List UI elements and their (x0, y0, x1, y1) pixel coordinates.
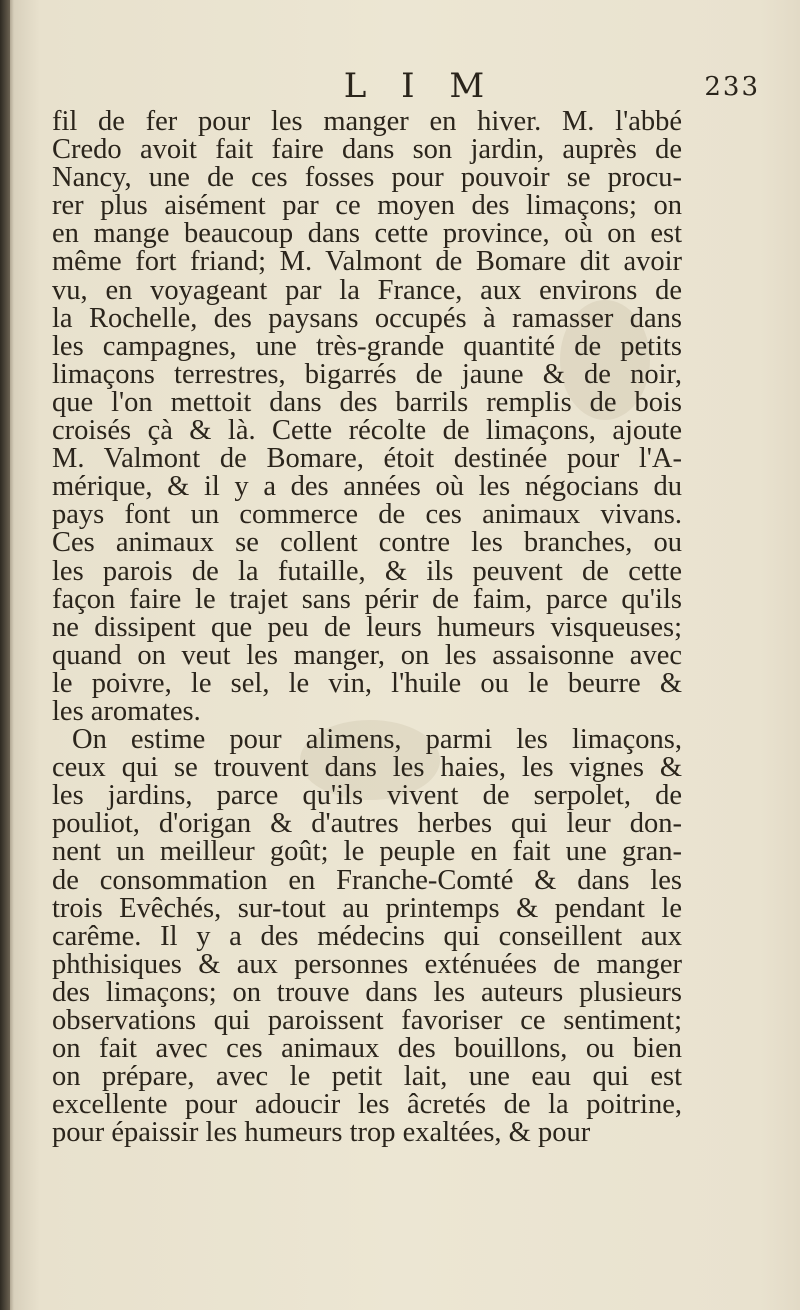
text-line: façon faire le trajet sans périr de faim, parce qu'ils (52, 583, 682, 615)
text-line: pays font un commerce de ces animaux vivans. (52, 499, 682, 531)
text-line: on fait avec ces animaux des bouillons, ou bien (52, 1033, 682, 1065)
text-line: nent un meilleur goût; le peuple en fait une gran- (52, 836, 682, 868)
text-line: que l'on mettoit dans des barrils remplis de bois (52, 386, 682, 418)
text-line: ne dissipent que peu de leurs humeurs visqueuses; (52, 611, 682, 643)
text-line: la Rochelle, des paysans occupés à ramasser dans (52, 302, 682, 334)
text-line: Credo avoit fait faire dans son jardin, auprès de (52, 134, 682, 166)
text-line: M. Valmont de Bomare, étoit destinée pour l'A- (52, 443, 682, 475)
text-line: Nancy, une de ces fosses pour pouvoir se procu- (52, 162, 682, 194)
text-line: les aromates. (52, 695, 201, 727)
text-line: phthisiques & aux personnes exténuées de manger (52, 948, 682, 980)
text-line: en mange beaucoup dans cette province, où on est (52, 218, 682, 250)
text-line: Ces animaux se collent contre les branches, ou (52, 527, 682, 559)
text-line: des limaçons; on trouve dans les auteurs plusieurs (52, 976, 682, 1008)
running-title: L I M (343, 66, 497, 106)
page-number: 233 (704, 72, 760, 102)
text-line: croisés çà & là. Cette récolte de limaçons, ajoute (52, 415, 682, 447)
text-line: excellente pour adoucir les âcretés de la poitrine, (52, 1089, 682, 1121)
text-line: les parois de la futaille, & ils peuvent de cette (52, 555, 682, 587)
text-line: limaçons terrestres, bigarrés de jaune & de noir, (52, 358, 682, 390)
text-line: On estime pour alimens, parmi les limaçons, (72, 724, 682, 756)
text-line: rer plus aisément par ce moyen des limaçons; on (52, 190, 682, 222)
text-line: même fort friand; M. Valmont de Bomare dit avoir (52, 246, 682, 278)
text-line: les campagnes, une très-grande quantité de petits (52, 330, 682, 362)
text-line: le poivre, le sel, le vin, l'huile ou le beurre & (52, 667, 682, 699)
text-line: trois Evêchés, sur-tout au printemps & pendant le (52, 892, 682, 924)
page-header (40, 66, 760, 110)
text-line: carême. Il y a des médecins qui conseillent aux (52, 920, 682, 952)
text-line: de consommation en Franche-Comté & dans les (52, 864, 682, 896)
text-line: on prépare, avec le petit lait, une eau qui est (52, 1061, 682, 1093)
text-line: quand on veut les manger, on les assaisonne avec (52, 639, 682, 671)
text-line: observations qui paroissent favoriser ce sentiment; (52, 1005, 682, 1036)
text-line: ceux qui se trouvent dans les haies, les vignes & (52, 752, 682, 784)
text-line: pour épaissir les humeurs trop exaltées, & pour (52, 1117, 591, 1149)
text-line: pouliot, d'origan & d'autres herbes qui leur don- (52, 808, 682, 840)
text-line: les jardins, parce qu'ils vivent de serpolet, de (52, 780, 682, 812)
text-line: fil de fer pour les manger en hiver. M. l'abbé (52, 106, 682, 137)
text-line: vu, en voyageant par la France, aux environs de (52, 274, 682, 306)
binding-edge (0, 0, 10, 1310)
body-text (52, 108, 682, 1147)
text-line: mérique, & il y a des années où les négocians du (52, 471, 682, 503)
